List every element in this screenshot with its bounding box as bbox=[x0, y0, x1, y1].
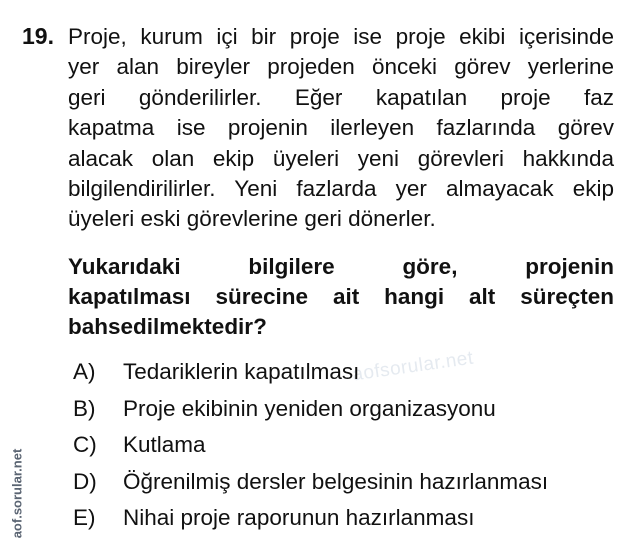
option-a[interactable] bbox=[73, 357, 548, 394]
option-letter: D) bbox=[73, 468, 97, 494]
option-c[interactable] bbox=[73, 430, 548, 467]
question-body-line: alacak olan ekip üyeleri yeni görevleri hakkında bbox=[68, 145, 614, 171]
option-d[interactable] bbox=[73, 467, 548, 504]
question-body-line: geri gönderilirler. Eğer kapatılan proje faz bbox=[68, 84, 614, 110]
question-body-line: kapatma ise projenin ilerleyen fazlarında görev bbox=[68, 115, 614, 141]
watermark-side: aof.sorular.net bbox=[9, 448, 25, 539]
question-prompt-line: bahsedilmektedir? bbox=[68, 314, 267, 339]
question-prompt bbox=[68, 252, 614, 342]
question-body-line: bilgilendirilirler. Yeni fazlarda yer almayacak ekip bbox=[68, 176, 614, 202]
option-e[interactable] bbox=[73, 503, 548, 540]
question-body bbox=[68, 22, 614, 235]
answer-options bbox=[73, 357, 548, 540]
option-letter: A) bbox=[73, 359, 96, 384]
option-letter: C) bbox=[73, 432, 97, 458]
question-prompt-line: Yukarıdaki bilgilere göre, projenin bbox=[68, 254, 614, 279]
option-b[interactable] bbox=[73, 394, 548, 431]
option-text: Kutlama bbox=[123, 432, 206, 458]
option-letter: E) bbox=[73, 505, 96, 531]
question-body-line: yer alan bireyler projeden önceki görev yerlerine bbox=[68, 54, 614, 80]
question-body-line: üyeleri eski görevlerine geri dönerler. bbox=[68, 206, 436, 232]
question-body-line: Proje, kurum içi bir proje ise proje ekibi içerisinde bbox=[68, 24, 614, 49]
option-letter: B) bbox=[73, 395, 96, 421]
watermark-center: aofsorular.net bbox=[351, 347, 475, 386]
option-text: Nihai proje raporunun hazırlanması bbox=[123, 505, 475, 531]
question-number: 19. bbox=[22, 23, 54, 49]
option-text: Öğrenilmiş dersler belgesinin hazırlanması bbox=[123, 468, 549, 494]
option-text: Proje ekibinin yeniden organizasyonu bbox=[123, 395, 496, 421]
question-prompt-line: kapatılması sürecine ait hangi alt süreçten bbox=[68, 284, 614, 309]
option-text: Tedariklerin kapatılması bbox=[123, 359, 360, 384]
